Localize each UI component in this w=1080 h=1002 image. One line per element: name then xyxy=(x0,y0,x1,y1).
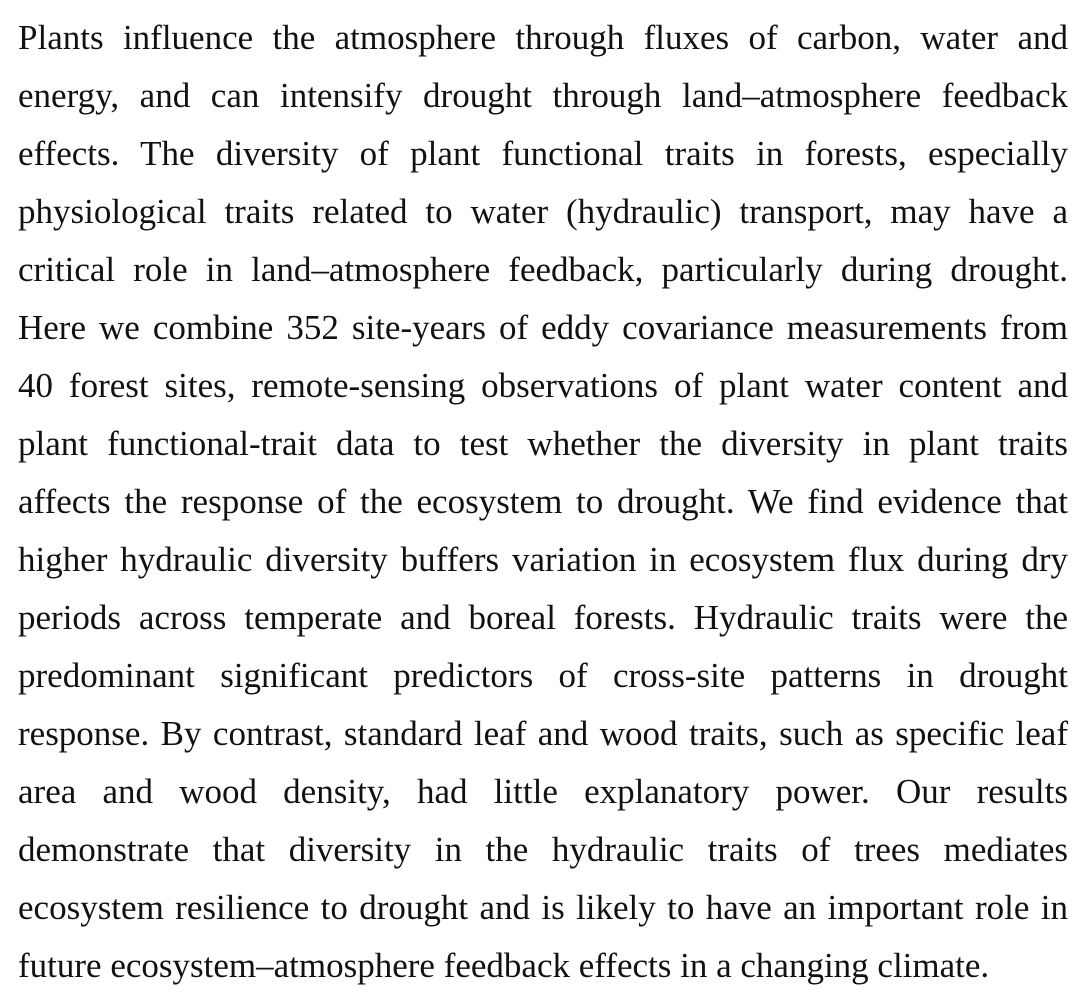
text-line: periods across temperate and boreal forests. Hydraulic traits were the xyxy=(18,598,1068,637)
text-line: affects the response of the ecosystem to drought. We find evidence that xyxy=(18,482,1068,521)
text-line: predominant significant predictors of cross-site patterns in drought xyxy=(18,656,1068,695)
text-line: 40 forest sites, remote-sensing observations of plant water content and xyxy=(18,366,1068,405)
text-line: Plants influence the atmosphere through fluxes of carbon, water and xyxy=(18,18,1068,57)
text-line: Here we combine 352 site-years of eddy covariance measurements from xyxy=(18,308,1068,347)
text-line: ecosystem resilience to drought and is likely to have an important role in xyxy=(18,888,1068,927)
abstract-paragraph xyxy=(18,12,1068,998)
text-line: plant functional-trait data to test whether the diversity in plant traits xyxy=(18,424,1068,463)
text-line: demonstrate that diversity in the hydraulic traits of trees mediates xyxy=(18,830,1068,869)
text-line: response. By contrast, standard leaf and wood traits, such as specific leaf xyxy=(18,714,1068,753)
text-line: energy, and can intensify drought through land–atmosphere feedback xyxy=(18,76,1068,115)
text-line: higher hydraulic diversity buffers variation in ecosystem flux during dry xyxy=(18,540,1068,579)
text-line: future ecosystem–atmosphere feedback effects in a changing climate. xyxy=(18,946,990,985)
text-line: effects. The diversity of plant functional traits in forests, especially xyxy=(18,134,1068,173)
text-line: area and wood density, had little explanatory power. Our results xyxy=(18,772,1068,811)
text-line: critical role in land–atmosphere feedback, particularly during drought. xyxy=(18,250,1068,289)
text-line: physiological traits related to water (hydraulic) transport, may have a xyxy=(18,192,1068,231)
